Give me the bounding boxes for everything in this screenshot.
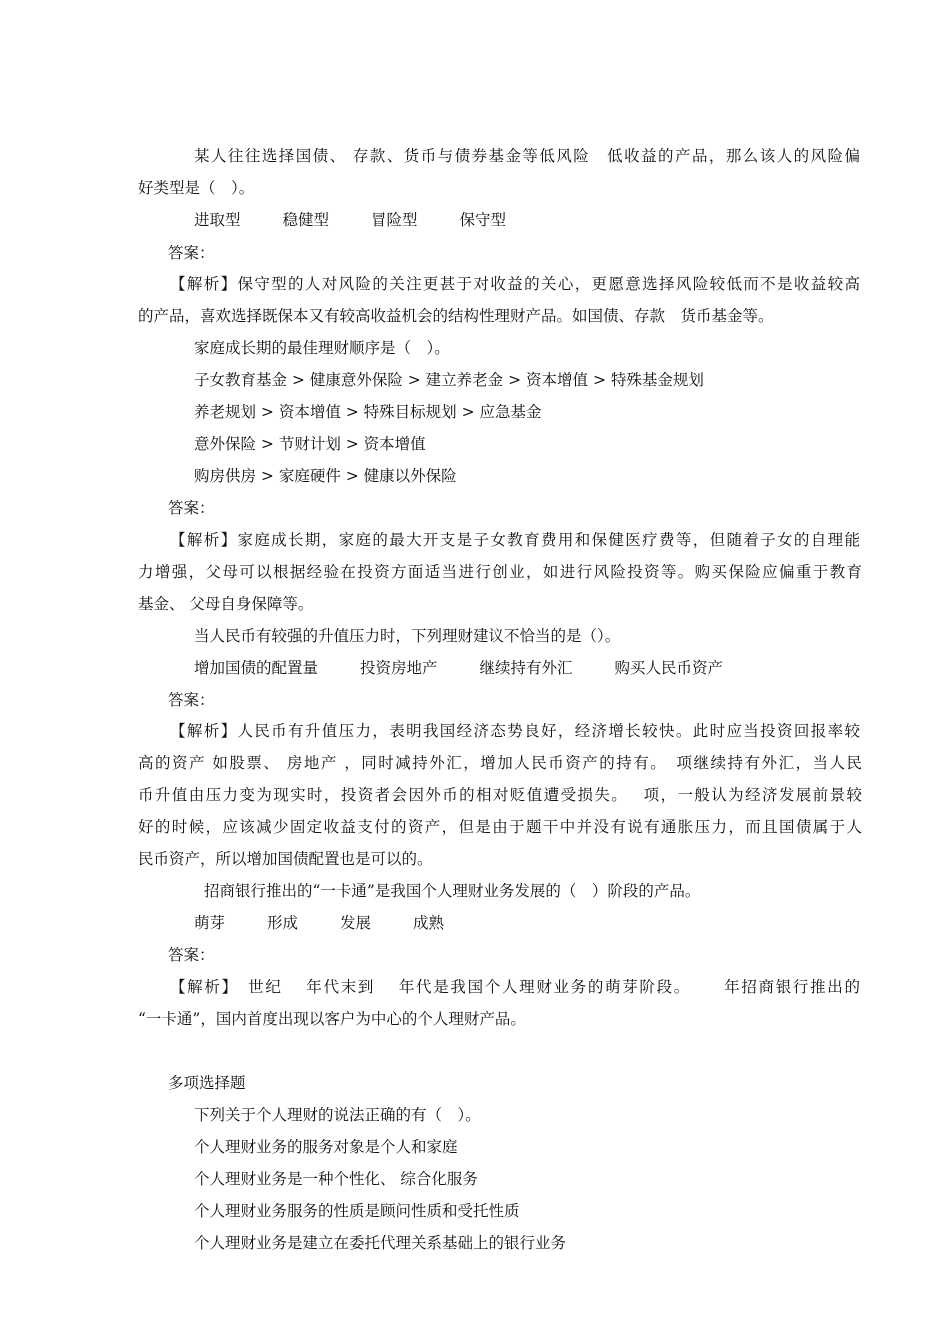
- q3-options: [194, 658, 854, 678]
- q3-analysis-tag: 【解析】: [170, 722, 238, 740]
- q1-answer-label: 答案：: [168, 244, 215, 262]
- q1-option-c: 冒险型: [371, 211, 418, 229]
- q2-analysis-tag: 【解析】: [170, 531, 238, 549]
- q4-option-a: 萌芽: [194, 914, 226, 932]
- q5-stem: 下列关于个人理财的说法正确的有（ ）。: [194, 1106, 481, 1124]
- q5-option-c: 个人理财业务服务的性质是顾问性质和受托性质: [194, 1202, 520, 1220]
- q5-option-a: 个人理财业务的服务对象是个人和家庭: [194, 1138, 458, 1156]
- q1-analysis-line1: [170, 274, 860, 294]
- q1-analysis-tag: 【解析】: [170, 275, 238, 293]
- q4-option-d: 成熟: [413, 914, 445, 932]
- q1-analysis-text1: 保守型的人对风险的关注更甚于对收益的关心，更愿意选择风险较低而不是收益较高: [237, 275, 860, 293]
- q3-answer-label: 答案：: [168, 691, 215, 709]
- q3-analysis-text1: 人民币有升值压力，表明我国经济态势良好，经济增长较快。此时应当投资回报率较: [237, 722, 860, 740]
- q3-option-b: 投资房地产: [360, 659, 438, 677]
- q1-analysis-line2: 的产品，喜欢选择既保本又有较高收益机会的结构性理财产品。如国债、存款 货币基金等。: [138, 307, 774, 325]
- q4-option-b: 形成: [267, 914, 299, 932]
- q3-analysis-line5: 民币资产，所以增加国债配置也是可以的。: [138, 850, 433, 868]
- q3-analysis-line2: 高的资产 如股票、 房地产 ，同时减持外汇，增加人民币资产的持有。 项继续持有外汇，当人民: [138, 754, 862, 772]
- q2-option-b: 养老规划 > 资本增值 > 特殊目标规划 > 应急基金: [194, 403, 542, 421]
- q1-stem-line1: 某人往往选择国债、 存款、货币与债券基金等低风险 低收益的产品，那么该人的风险偏: [194, 147, 860, 165]
- q4-option-c: 发展: [340, 914, 372, 932]
- q1-stem-line2: 好类型是（ ）。: [138, 179, 255, 197]
- q4-analysis-line2: “一卡通”，国内首度出现以客户为中心的个人理财产品。: [138, 1010, 526, 1028]
- q3-analysis-line1: [170, 721, 860, 741]
- q2-answer-label: 答案：: [168, 499, 215, 517]
- q2-option-d: 购房供房 > 家庭硬件 > 健康以外保险: [194, 467, 457, 485]
- section-title: 多项选择题: [168, 1074, 246, 1092]
- q2-option-c: 意外保险 > 节财计划 > 资本增值: [194, 435, 426, 453]
- q5-option-b: 个人理财业务是一种个性化、 综合化服务: [194, 1170, 478, 1188]
- q1-option-a: 进取型: [194, 211, 241, 229]
- q1-option-b: 稳健型: [282, 211, 330, 229]
- q2-stem: 家庭成长期的最佳理财顺序是（ ）。: [194, 339, 450, 357]
- q4-analysis-line1: [170, 977, 860, 997]
- q4-options: [194, 913, 854, 933]
- q4-answer-label: 答案：: [168, 946, 215, 964]
- q3-analysis-line4: 好的时候，应该减少固定收益支付的资产，但是由于题干中并没有说有通胀压力，而且国债属于人: [138, 818, 862, 836]
- q3-option-d: 购买人民币资产: [614, 659, 724, 677]
- q3-analysis-line3: 币升值由压力变为现实时，投资者会因外币的相对贬值遭受损失。 项，一般认为经济发展前景较: [138, 786, 862, 804]
- q3-stem: 当人民币有较强的升值压力时，下列理财建议不恰当的是（）。: [194, 627, 621, 645]
- q2-analysis-line1: [170, 530, 860, 550]
- q2-analysis-text1: 家庭成长期，家庭的最大开支是子女教育费用和保健医疗费等，但随着子女的自理能: [237, 531, 860, 549]
- q1-options: [194, 210, 854, 230]
- q3-option-c: 继续持有外汇: [479, 659, 573, 677]
- q2-analysis-line2: 力增强，父母可以根据经验在投资方面适当进行创业，如进行风险投资等。购买保险应偏重于教育: [138, 563, 862, 581]
- q3-option-a: 增加国债的配置量: [194, 659, 319, 677]
- q2-option-a: 子女教育基金 > 健康意外保险 > 建立养老金 > 资本增值 > 特殊基金规划: [194, 371, 704, 389]
- q2-analysis-line3: 基金、 父母自身保障等。: [138, 595, 314, 613]
- q4-analysis-text1: 世纪 年代末到 年代是我国个人理财业务的萌芽阶段。 年招商银行推出的: [230, 978, 860, 996]
- q5-option-d: 个人理财业务是建立在委托代理关系基础上的银行业务: [194, 1234, 567, 1252]
- q4-stem: 招商银行推出的“一卡通”是我国个人理财业务发展的（ ）阶段的产品。: [204, 882, 701, 900]
- q4-analysis-tag: 【解析】: [170, 978, 231, 996]
- q1-option-d: 保守型: [459, 211, 507, 229]
